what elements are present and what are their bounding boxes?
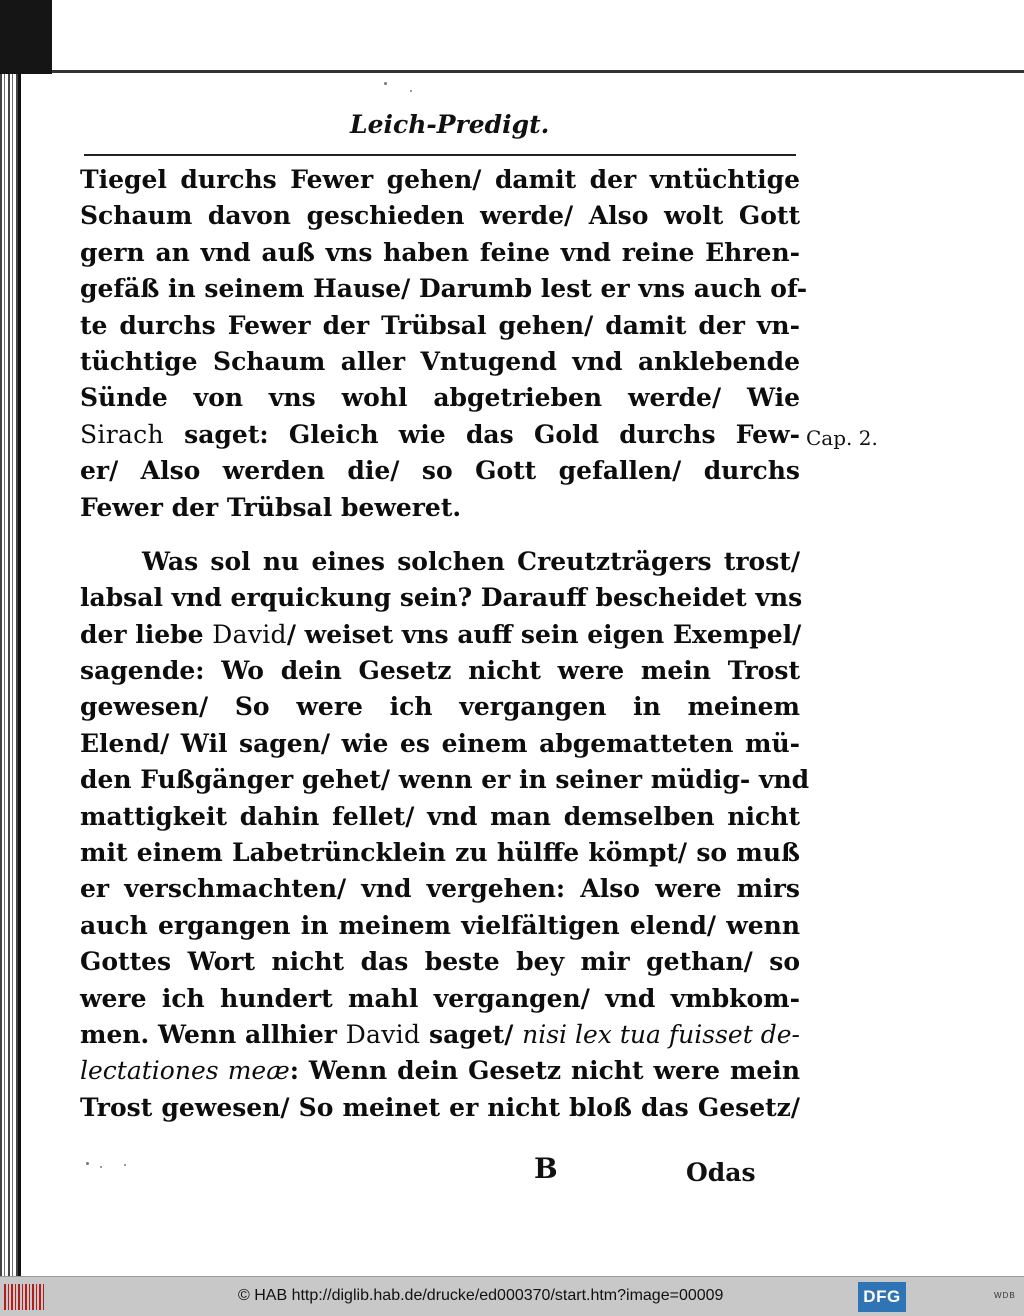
print-speck bbox=[100, 1166, 102, 1168]
text-line: mit einem Labetrüncklein zu hülffe kömpt/ so muß bbox=[80, 838, 800, 868]
text-line: mattigkeit dahin fellet/ vnd man demselben nicht bbox=[80, 801, 800, 831]
text-line: Was sol nu eines solchen Creutzträgers trost/ bbox=[142, 546, 800, 576]
text-line: er verschmachten/ vnd vergehen: Also were mirs bbox=[80, 874, 800, 904]
catchword: Odas bbox=[686, 1158, 756, 1187]
text-line: labsal vnd erquickung sein? Darauff bescheidet vns bbox=[80, 583, 803, 613]
text-line bbox=[80, 1017, 800, 1053]
text-line: were ich hundert mahl vergangen/ vnd vmbkom- bbox=[80, 983, 800, 1013]
text-line: te durchs Fewer der Trübsal gehen/ damit der vn- bbox=[80, 310, 800, 340]
print-speck bbox=[124, 1164, 126, 1166]
name-david: David bbox=[345, 1019, 421, 1049]
text-line bbox=[80, 417, 800, 453]
text-line: Tiegel durchs Fewer gehen/ damit der vntüchtige bbox=[80, 165, 800, 194]
text-line: Schaum davon geschieden werde/ Also wolt Gott bbox=[80, 201, 800, 231]
text-span: : Wenn dein Gesetz nicht were mein bbox=[289, 1056, 800, 1086]
text-line: auch ergangen in meinem vielfältigen elend/ wenn bbox=[80, 910, 800, 940]
top-border bbox=[52, 70, 1024, 73]
wdb-code: WDB bbox=[994, 1291, 1016, 1300]
footer-bar bbox=[0, 1276, 1024, 1316]
margin-note: Cap. 2. bbox=[806, 426, 878, 450]
binding-stripes bbox=[0, 74, 20, 1276]
text-line: gewesen/ So were ich vergangen in meinem bbox=[80, 692, 800, 722]
footer-citation-link[interactable]: © HAB http://diglib.hab.de/drucke/ed000370/start.htm?image=00009 bbox=[238, 1287, 724, 1304]
text-line bbox=[80, 617, 800, 653]
print-speck bbox=[86, 1162, 89, 1165]
text-line: den Fußgänger gehet/ wenn er in seiner müdig- vnd bbox=[80, 765, 810, 795]
text-line: gern an vnd auß vns haben feine vnd reine Ehren- bbox=[80, 237, 800, 267]
text-line: er/ Also werden die/ so Gott gefallen/ durchs bbox=[80, 456, 800, 486]
text-line: Elend/ Wil sagen/ wie es einem abgematteten mü- bbox=[80, 728, 800, 758]
text-line: gefäß in seinem Hause/ Darumb lest er vns auch of- bbox=[80, 274, 808, 304]
text-span: saget: Gleich wie das Gold durchs Few- bbox=[163, 419, 800, 449]
name-sirach: Sirach bbox=[80, 419, 164, 449]
head-rule bbox=[84, 154, 796, 156]
text-line: Fewer der Trübsal beweret. bbox=[80, 492, 462, 522]
text-span: der liebe bbox=[80, 619, 213, 649]
binding-edge bbox=[0, 0, 52, 74]
text-line: tüchtige Schaum aller Vntugend vnd anklebende bbox=[80, 346, 800, 376]
latin-quote: lectationes meæ bbox=[80, 1056, 290, 1086]
text-span: saget/ bbox=[420, 1019, 523, 1049]
binding-line bbox=[18, 74, 21, 1276]
text-line: Gottes Wort nicht das beste bey mir gethan/ so bbox=[80, 947, 800, 977]
running-head: Leich-Predigt. bbox=[350, 110, 550, 139]
latin-quote: nisi lex tua fuisset de- bbox=[522, 1019, 801, 1049]
print-speck bbox=[384, 82, 387, 85]
dfg-logo: DFG bbox=[858, 1282, 906, 1312]
body-text bbox=[80, 162, 810, 1126]
text-span: men. Wenn allhier bbox=[80, 1019, 346, 1049]
text-line: sagende: Wo dein Gesetz nicht were mein Trost bbox=[80, 656, 800, 686]
name-david: David bbox=[212, 619, 287, 649]
paragraph-gap bbox=[80, 526, 800, 544]
print-speck bbox=[410, 90, 412, 92]
barcode-icon bbox=[4, 1284, 44, 1310]
text-line: Sünde von vns wohl abgetrieben werde/ Wie bbox=[80, 383, 800, 413]
signature-mark: B bbox=[534, 1152, 558, 1185]
text-line bbox=[80, 1053, 800, 1089]
text-line: Trost gewesen/ So meinet er nicht bloß das Gesetz/ bbox=[80, 1092, 800, 1122]
text-span: / weiset vns auff sein eigen Exempel/ bbox=[286, 619, 802, 649]
